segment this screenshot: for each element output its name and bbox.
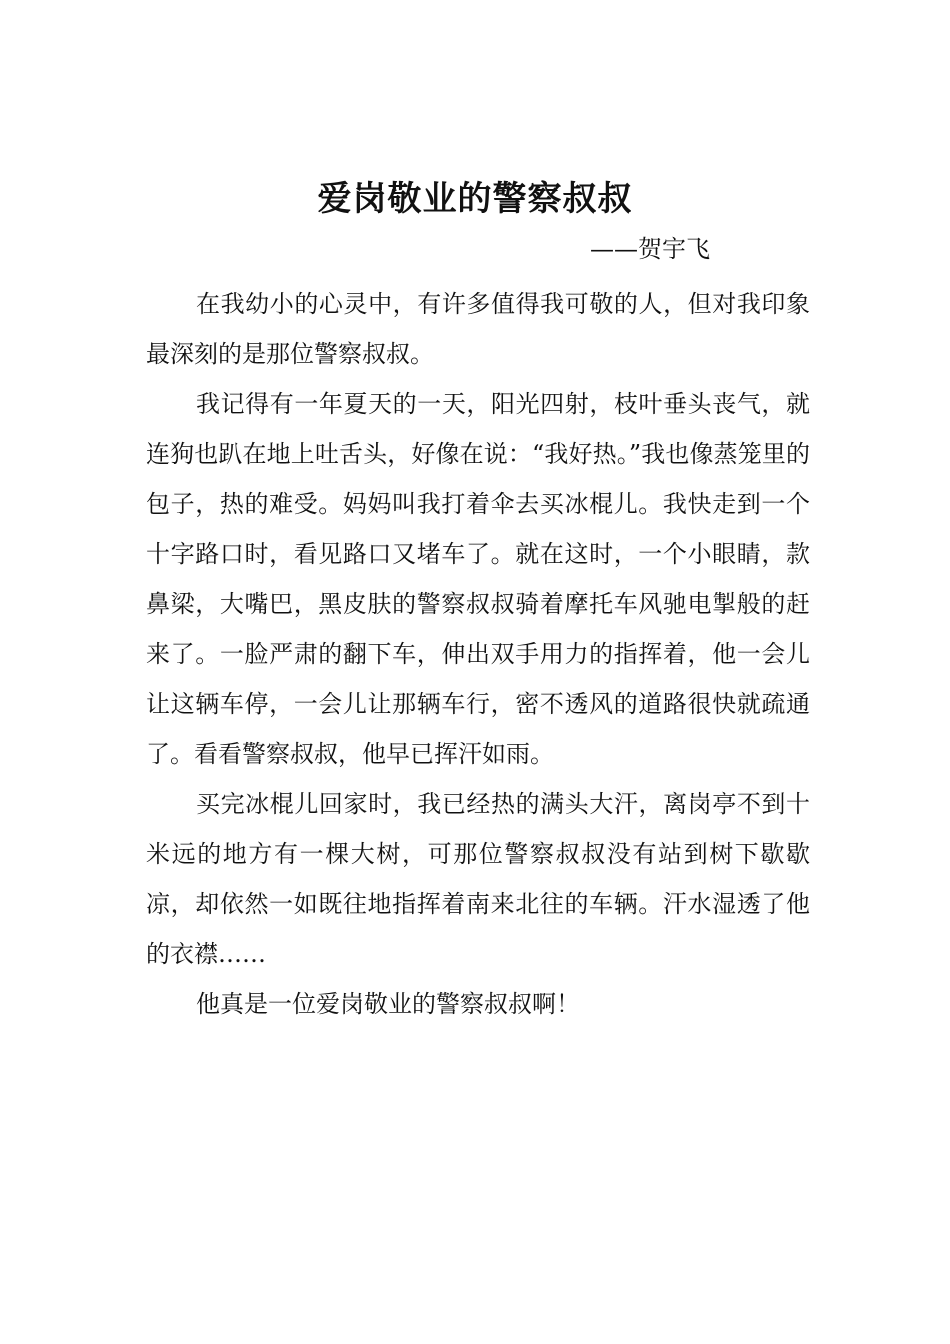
paragraph-4: 他真是一位爱岗敬业的警察叔叔啊！ bbox=[196, 990, 580, 1018]
paragraph-2: 我记得有一年夏天的一天，阳光四射，枝叶垂头丧气，就连狗也趴在地上吐舌头，好像在说：“我好热。”我也像蒸笼里的包子，热的难受。妈妈叫我打着伞去买冰棍儿。我快走到一个十字路口时，看见路口又堵车了。就在这时，一个小眼睛，款鼻梁，大嘴巴，黑皮肤的警察叔叔骑着摩托车风驰电掣般的赶来了。一脸严肃的翻下车，伸出双手用力的指挥着，他一会儿让这辆车停，一会儿让那辆车行，密不透风的道路很快就疏通了。看看警察叔叔，他早已挥汗如雨。 bbox=[146, 390, 810, 768]
author-byline: ——贺宇飞 bbox=[590, 235, 710, 263]
paragraph-3: 买完冰棍儿回家时，我已经热的满头大汗，离岗亭不到十米远的地方有一棵大树，可那位警察叔叔没有站到树下歇歇凉，却依然一如既往地指挥着南来北往的车辆。汗水湿透了他的衣襟…… bbox=[146, 790, 810, 968]
paragraph-1: 在我幼小的心灵中，有许多值得我可敬的人，但对我印象最深刻的是那位警察叔叔。 bbox=[146, 290, 810, 368]
essay-body bbox=[146, 279, 810, 1029]
document-title: 爱岗敬业的警察叔叔 bbox=[317, 179, 633, 219]
